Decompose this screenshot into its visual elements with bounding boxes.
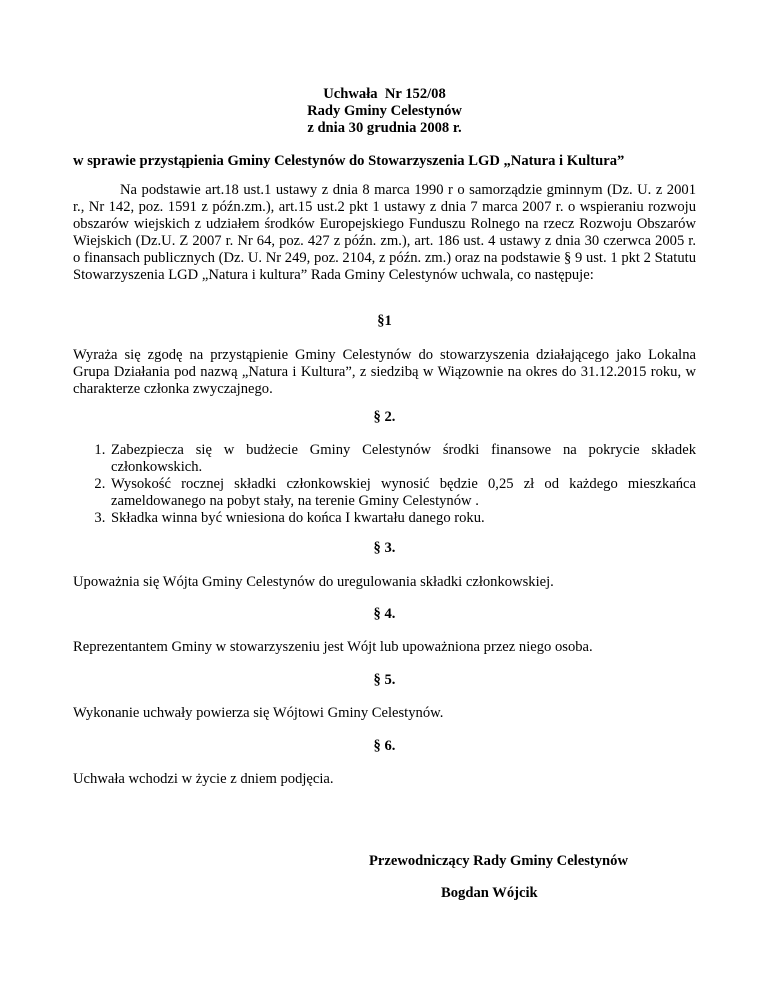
section-1-heading: §1 bbox=[377, 313, 392, 329]
section-5-text: Wykonanie uchwały powierza się Wójtowi Gminy Celestynów. bbox=[73, 705, 444, 721]
resolution-header bbox=[73, 86, 696, 137]
section-5-heading: § 5. bbox=[373, 672, 396, 688]
council-name: Rady Gminy Celestynów bbox=[307, 103, 462, 119]
section-2-list bbox=[73, 442, 696, 527]
resolution-subject: w sprawie przystąpienia Gminy Celestynów do Stowarzyszenia LGD „Natura i Kultura” bbox=[73, 153, 625, 169]
signature-title: Przewodniczący Rady Gminy Celestynów bbox=[369, 853, 629, 869]
section-3-heading: § 3. bbox=[373, 540, 396, 556]
list-item: 3. Składka winna być wniesiona do końca I kwartału danego roku. bbox=[109, 510, 696, 527]
signature-name: Bogdan Wójcik bbox=[441, 885, 538, 901]
preamble-paragraph: Na podstawie art.18 ust.1 ustawy z dnia 8 marca 1990 r o samorządzie gminnym (Dz. U. z 2001 r., Nr 142, poz. 1591 z późn.zm.), art.15 ust.2 pkt 1 ustawy z dnia 7 marca 2007 r. o wspieraniu rozwoju obszarów wiejskich z udziałem środków Europejskiego Funduszu Rolnego na rzecz Rozwoju Obszarów Wiejskich (Dz.U. Z 2007 r. Nr 64, poz. 427 z późn. zm.), art. 186 ust. 4 ustawy z dnia 30 czerwca 2005 r. o finansach publicznych (Dz. U. Nr 249, poz. 2104, z późn. zm.) oraz na podstawie § 9 ust. 1 pkt 2 Statutu Stowarzyszenia LGD „Natura i kultura” Rada Gminy Celestynów uchwala, co następuje: bbox=[73, 182, 696, 283]
list-item: 2. Wysokość rocznej składki członkowskiej wynosić będzie 0,25 zł od każdego mieszkańca zameldowanego na pobyt stały, na terenie Gminy Celestynów . bbox=[109, 476, 696, 510]
section-2-heading: § 2. bbox=[373, 409, 396, 425]
resolution-number: Uchwała Nr 152/08 bbox=[323, 86, 446, 102]
section-6-text: Uchwała wchodzi w życie z dniem podjęcia. bbox=[73, 771, 334, 787]
resolution-date: z dnia 30 grudnia 2008 r. bbox=[307, 120, 462, 136]
section-4-heading: § 4. bbox=[373, 606, 396, 622]
section-3-text: Upoważnia się Wójta Gminy Celestynów do uregulowania składki członkowskiej. bbox=[73, 574, 554, 590]
section-6-heading: § 6. bbox=[373, 738, 396, 754]
section-1-text: Wyraża się zgodę na przystąpienie Gminy Celestynów do stowarzyszenia działającego jako Lokalna Grupa Działania pod nazwą „Natura i Kultura”, z siedzibą w Wiązownie na okres do 31.12.2015 roku, w charakterze członka zwyczajnego. bbox=[73, 347, 696, 397]
section-4-text: Reprezentantem Gminy w stowarzyszeniu jest Wójt lub upoważniona przez niego osoba. bbox=[73, 639, 593, 655]
list-item: 1. Zabezpiecza się w budżecie Gminy Celestynów środki finansowe na pokrycie składek członkowskich. bbox=[109, 442, 696, 476]
